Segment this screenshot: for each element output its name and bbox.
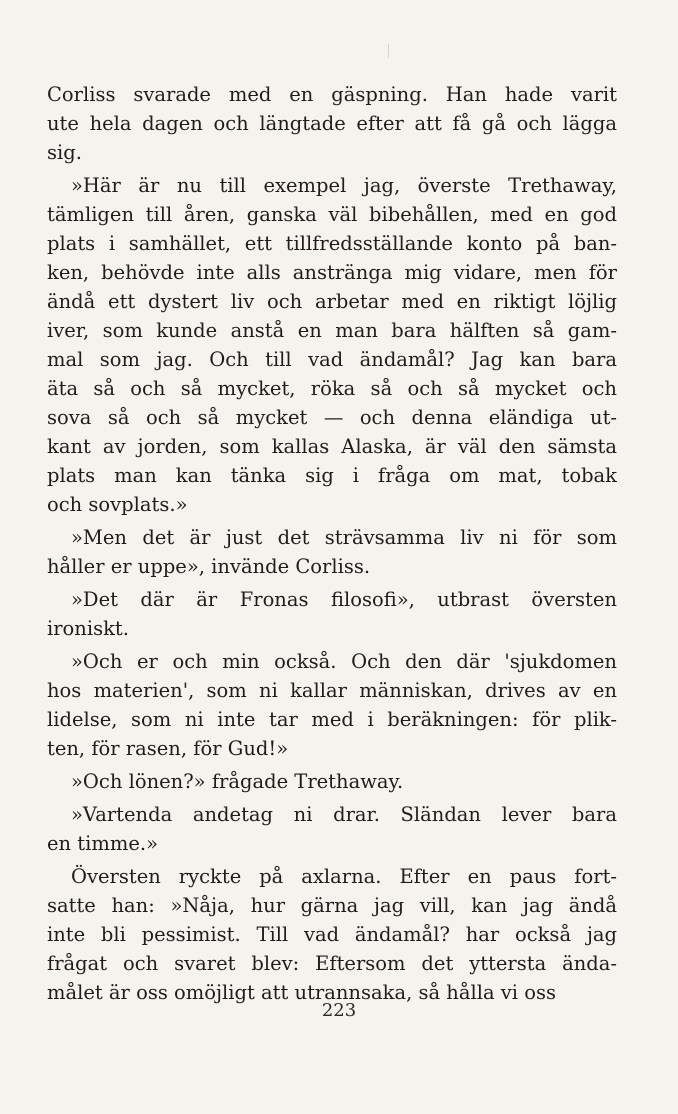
text-line: iver, som kunde anstå en man bara hälften så gam-	[47, 319, 617, 342]
text-line: äta så och så mycket, röka så och så mycket och	[47, 377, 617, 400]
paragraph	[47, 523, 617, 581]
text-line: ändå ett dystert liv och arbetar med en riktigt löjlig	[47, 290, 617, 313]
text-line: plats i samhället, ett tillfredsställande konto på ban-	[47, 232, 617, 255]
text-line: mal som jag. Och till vad ändamål? Jag kan bara	[47, 348, 617, 371]
page-number: 223	[321, 1000, 357, 1021]
text-line: »Och er och min också. Och den där 'sjukdomen	[71, 650, 617, 673]
text-line: »Vartenda andetag ni drar. Sländan lever bara	[71, 803, 617, 826]
text-line: ute hela dagen och längtade efter att få gå och lägga	[47, 112, 617, 135]
text-line: en timme.»	[47, 832, 159, 855]
paragraph	[47, 862, 617, 1007]
text-line: »Det där är Fronas filosofi», utbrast översten	[71, 588, 617, 611]
text-line: ten, för rasen, för Gud!»	[47, 737, 289, 760]
text-line: ironiskt.	[47, 617, 129, 640]
text-line: »Men det är just det strävsamma liv ni för som	[71, 526, 617, 549]
text-line: »Och lönen?» frågade Trethaway.	[71, 770, 404, 793]
text-line: och sovplats.»	[47, 493, 188, 516]
text-line: inte bli pessimist. Till vad ändamål? har också jag	[47, 923, 617, 946]
paragraph	[47, 767, 617, 796]
text-line: Översten ryckte på axlarna. Efter en paus fort-	[71, 865, 617, 888]
text-line: tämligen till åren, ganska väl bibehållen, med en god	[47, 203, 617, 226]
body-text	[47, 80, 617, 1007]
text-line: lidelse, som ni inte tar med i beräkningen: för plik-	[47, 708, 617, 731]
paragraph	[47, 171, 617, 519]
text-line: kant av jorden, som kallas Alaska, är väl den sämsta	[47, 435, 617, 458]
paragraph	[47, 800, 617, 858]
text-line: sig.	[47, 141, 82, 164]
text-line: sova så och så mycket — och denna eländiga ut-	[47, 406, 617, 429]
text-line: »Här är nu till exempel jag, överste Trethaway,	[71, 174, 617, 197]
paragraph	[47, 647, 617, 763]
text-line: ken, behövde inte alls anstränga mig vidare, men för	[47, 261, 617, 284]
paragraph	[47, 585, 617, 643]
text-line: hos materien', som ni kallar människan, drives av en	[47, 679, 617, 702]
text-line: plats man kan tänka sig i fråga om mat, tobak	[47, 464, 617, 487]
text-line: håller er uppe», invände Corliss.	[47, 555, 371, 578]
text-line: målet är oss omöjligt att utrannsaka, så hålla vi oss	[47, 981, 556, 1004]
text-line: frågat och svaret blev: Eftersom det yttersta ända-	[47, 952, 617, 975]
text-line: Corliss svarade med en gäspning. Han hade varit	[47, 83, 617, 106]
paragraph	[47, 80, 617, 167]
text-line: satte han: »Nåja, hur gärna jag vill, kan jag ändå	[47, 894, 617, 917]
paper-mark	[388, 44, 389, 58]
